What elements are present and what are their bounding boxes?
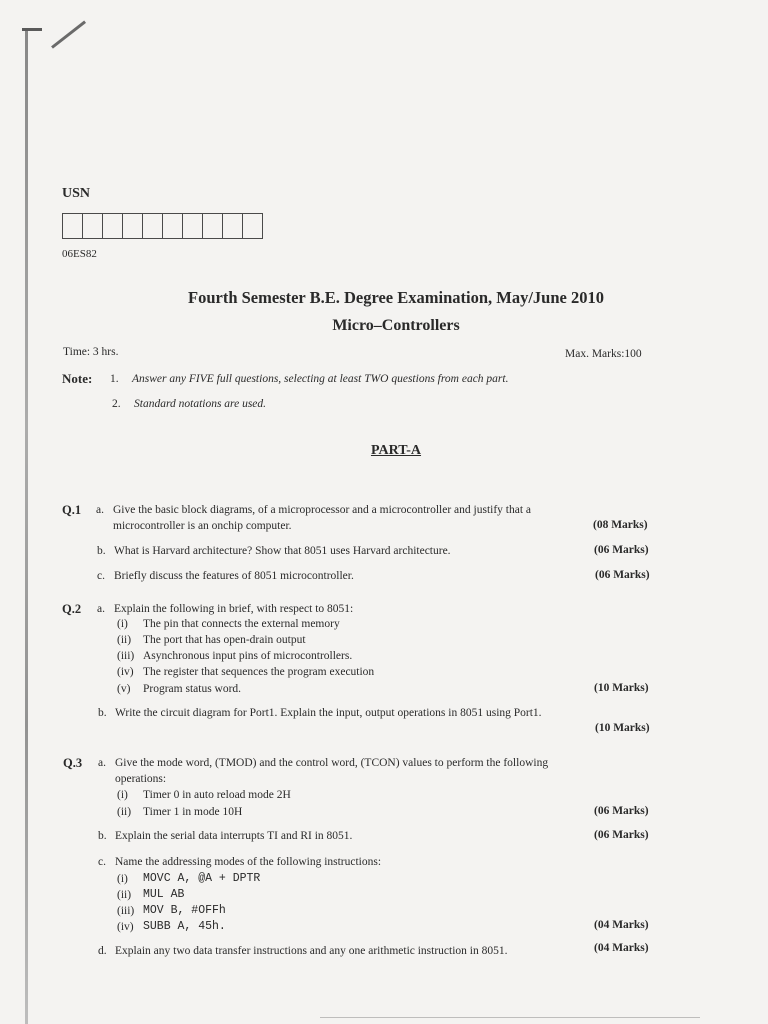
sub-label: c. (98, 856, 106, 868)
marks: (06 Marks) (594, 544, 649, 556)
instruction-code: SUBB A, 45h. (143, 920, 226, 933)
list-roman: (ii) (117, 634, 132, 646)
subject-title: Micro–Controllers (332, 317, 460, 334)
list-item: Program status word. (143, 683, 242, 695)
usn-box (242, 213, 263, 239)
marks: (10 Marks) (595, 722, 650, 734)
usn-box (222, 213, 242, 239)
usn-box (142, 213, 162, 239)
marks: (04 Marks) (594, 942, 649, 954)
sub-label: a. (98, 757, 106, 769)
part-a-heading: PART-A (370, 443, 422, 458)
list-item: Timer 0 in auto reload mode 2H (143, 789, 291, 801)
list-roman: (i) (117, 789, 128, 801)
list-item: The register that sequences the program execution (143, 666, 375, 678)
marks: (06 Marks) (595, 569, 650, 581)
question-number: Q.2 (62, 602, 82, 616)
marks: (06 Marks) (594, 805, 649, 817)
bottom-edge-line (320, 1017, 700, 1018)
list-roman: (iv) (117, 921, 134, 933)
list-item: Asynchronous input pins of microcontrollers. (143, 650, 353, 662)
list-roman: (ii) (117, 806, 132, 818)
sub-label: a. (97, 603, 105, 615)
question-text: Write the circuit diagram for Port1. Explain the input, output operations in 8051 using Port1. (115, 707, 542, 719)
question-text: microcontroller is an onchip computer. (113, 520, 292, 532)
instruction-code: MOV B, #OFFh (143, 904, 226, 917)
question-text: Give the basic block diagrams, of a microprocessor and a microcontroller and justify that a (113, 504, 532, 516)
marks: (10 Marks) (594, 682, 649, 694)
usn-box (82, 213, 102, 239)
question-text: Name the addressing modes of the following instructions: (115, 856, 382, 868)
question-text: Briefly discuss the features of 8051 microcontroller. (114, 570, 354, 582)
sub-label: a. (96, 504, 104, 516)
usn-box (102, 213, 122, 239)
list-roman: (iii) (117, 650, 135, 662)
note-1-text: Answer any FIVE full questions, selecting at least TWO questions from each part. (132, 373, 509, 385)
marks: (08 Marks) (593, 519, 648, 531)
list-item: Timer 1 in mode 10H (143, 806, 243, 818)
note-2-text: Standard notations are used. (134, 398, 267, 410)
question-text: What is Harvard architecture? Show that 8051 uses Harvard architecture. (114, 545, 451, 557)
list-roman: (i) (117, 873, 128, 885)
marks: (04 Marks) (594, 919, 649, 931)
duration: Time: 3 hrs. (63, 346, 119, 358)
binding-edge (22, 28, 38, 1024)
marks: (06 Marks) (594, 829, 649, 841)
pen-mark (51, 20, 86, 48)
usn-box (122, 213, 142, 239)
binding-tick (22, 28, 42, 31)
list-item: The pin that connects the external memory (143, 618, 340, 630)
list-item: The port that has open-drain output (143, 634, 306, 646)
question-text: Give the mode word, (TMOD) and the control word, (TCON) values to perform the following (115, 757, 549, 769)
note-2-number: 2. (112, 398, 121, 410)
list-roman: (i) (117, 618, 128, 630)
exam-title: Fourth Semester B.E. Degree Examination, May/June 2010 (188, 288, 604, 307)
question-text: Explain the serial data interrupts TI and RI in 8051. (115, 830, 353, 842)
usn-box (62, 213, 82, 239)
usn-box (162, 213, 182, 239)
sub-label: d. (98, 945, 107, 957)
list-roman: (v) (117, 683, 131, 695)
note-label: Note: (62, 371, 93, 386)
question-number: Q.3 (63, 756, 83, 770)
sub-label: b. (97, 545, 106, 557)
note-1 (110, 373, 508, 385)
usn-box (202, 213, 222, 239)
list-roman: (ii) (117, 889, 132, 901)
sub-label: b. (98, 830, 107, 842)
question-text: Explain the following in brief, with respect to 8051: (114, 603, 354, 615)
usn-box (182, 213, 202, 239)
question-text: Explain any two data transfer instructions and any one arithmetic instruction in 8051. (115, 945, 508, 957)
note-1-number: 1. (110, 373, 119, 385)
sub-label: c. (97, 570, 105, 582)
question-text: operations: (115, 773, 167, 785)
max-marks: Max. Marks:100 (565, 348, 642, 360)
question-number: Q.1 (62, 503, 82, 517)
usn-label: USN (62, 186, 91, 201)
note-2 (112, 398, 266, 410)
list-roman: (iii) (117, 905, 135, 917)
usn-boxes (62, 213, 263, 239)
instruction-code: MOVC A, @A + DPTR (143, 872, 261, 885)
sub-label: b. (98, 707, 107, 719)
instruction-code: MUL AB (143, 888, 185, 901)
binding-line (25, 28, 28, 1024)
paper-code: 06ES82 (62, 248, 97, 260)
list-roman: (iv) (117, 666, 134, 678)
